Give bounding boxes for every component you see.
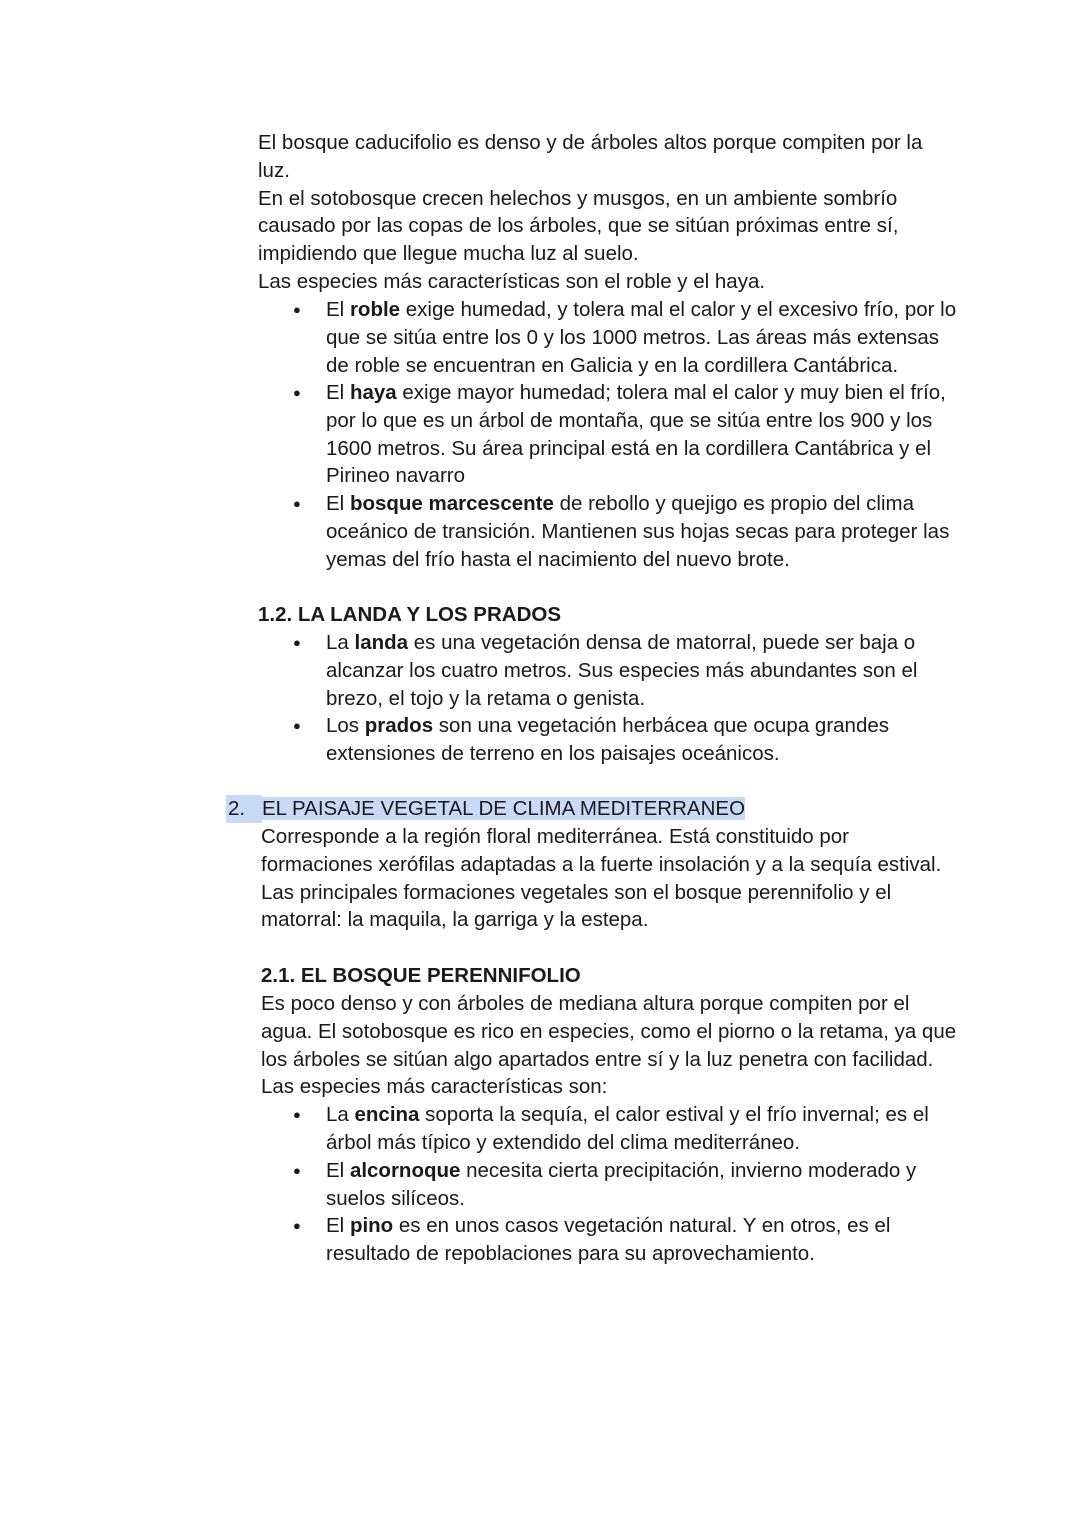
term-roble: roble — [349, 298, 401, 321]
sub-2-1-paragraph-2: Las especies más características son: — [261, 1075, 608, 1099]
bullet-haya: ● El haya exige mayor humedad; tolera mal el calor y muy bien el frío, por lo que es un árbol de montaña, que se sitúa entre los 900 y los 1600 metros. Su área principal está en la cordillera Cantábrica y el Pirineo navarro — [326, 379, 966, 490]
bullet-roble: ● El roble exige humedad, y tolera mal el calor y el excesivo frío, por lo que se sitúa entre los 0 y los 1000 metros. Las áreas más extensas de roble se encuentran en Galicia y en la cordillera Cantábrica. — [326, 296, 966, 379]
term-haya: haya — [349, 381, 397, 404]
bullet-bosque-marcescente: ● El bosque marcescente de rebollo y quejigo es propio del clima oceánico de transición. Mantienen sus hojas secas para proteger las yemas del frío hasta el nacimiento del nuevo brote. — [326, 490, 966, 573]
bullet-landa: ● La landa es una vegetación densa de matorral, puede ser baja o alcanzar los cuatro metros. Sus especies más abundantes son el brezo, el tojo y la retama o genista. — [326, 629, 966, 712]
bullet-alcornoque: ● El alcornoque necesita cierta precipitación, invierno moderado y suelos silíceos. — [326, 1157, 966, 1213]
section-2-heading[interactable] — [226, 795, 745, 823]
term-prados: prados — [364, 714, 434, 737]
bullet-encina: ● La encina soporta la sequía, el calor estival y el frío invernal; es el árbol más típico y extendido del clima mediterráneo. — [326, 1101, 966, 1157]
term-alcornoque: alcornoque — [349, 1159, 461, 1182]
intro-text — [258, 129, 948, 296]
section-2-title: EL PAISAJE VEGETAL DE CLIMA MEDITERRANEO — [262, 797, 746, 820]
subheading-2-1: 2.1. EL BOSQUE PERENNIFOLIO — [261, 964, 581, 987]
intro-paragraph-1: El bosque caducifolio es denso y de árboles altos porque compiten por la luz. — [258, 131, 923, 182]
term-pino: pino — [349, 1214, 394, 1237]
subheading-1-2: 1.2. LA LANDA Y LOS PRADOS — [258, 603, 561, 626]
bullet-pino: ● El pino es en unos casos vegetación natural. Y en otros, es el resultado de repoblaciones para su aprovechamiento. — [326, 1212, 966, 1268]
bullet-prados: ● Los prados son una vegetación herbácea que ocupa grandes extensiones de terreno en los paisajes oceánicos. — [326, 712, 966, 768]
section-2-number: 2. — [226, 795, 262, 823]
sub-2-1-paragraph-1: Es poco denso y con árboles de mediana altura porque compiten por el agua. El sotobosque es rico en especies, como el piorno o la retama, ya que los árboles se sitúan algo apartados entre sí y la luz penetra con facilidad. — [261, 992, 957, 1071]
intro-paragraph-2: En el sotobosque crecen helechos y musgos, en un ambiente sombrío causado por las copas de los árboles, que se sitúan próximas entre sí, impidiendo que llegue mucha luz al suelo. — [258, 186, 899, 266]
intro-paragraph-3: Las especies más características son el roble y el haya. — [258, 269, 766, 293]
sub-2-1-body — [261, 990, 961, 1101]
term-bosque-marcescente: bosque marcescente — [349, 492, 554, 515]
section-2-body: Corresponde a la región floral mediterránea. Está constituido por formaciones xerófilas adaptadas a la fuerte insolación y a la sequía estival. Las principales formaciones vegetales son el bosque perennifolio y el matorral: la maquila, la garriga y la estepa. — [261, 825, 942, 932]
term-encina: encina — [354, 1103, 420, 1126]
term-landa: landa — [354, 631, 409, 654]
